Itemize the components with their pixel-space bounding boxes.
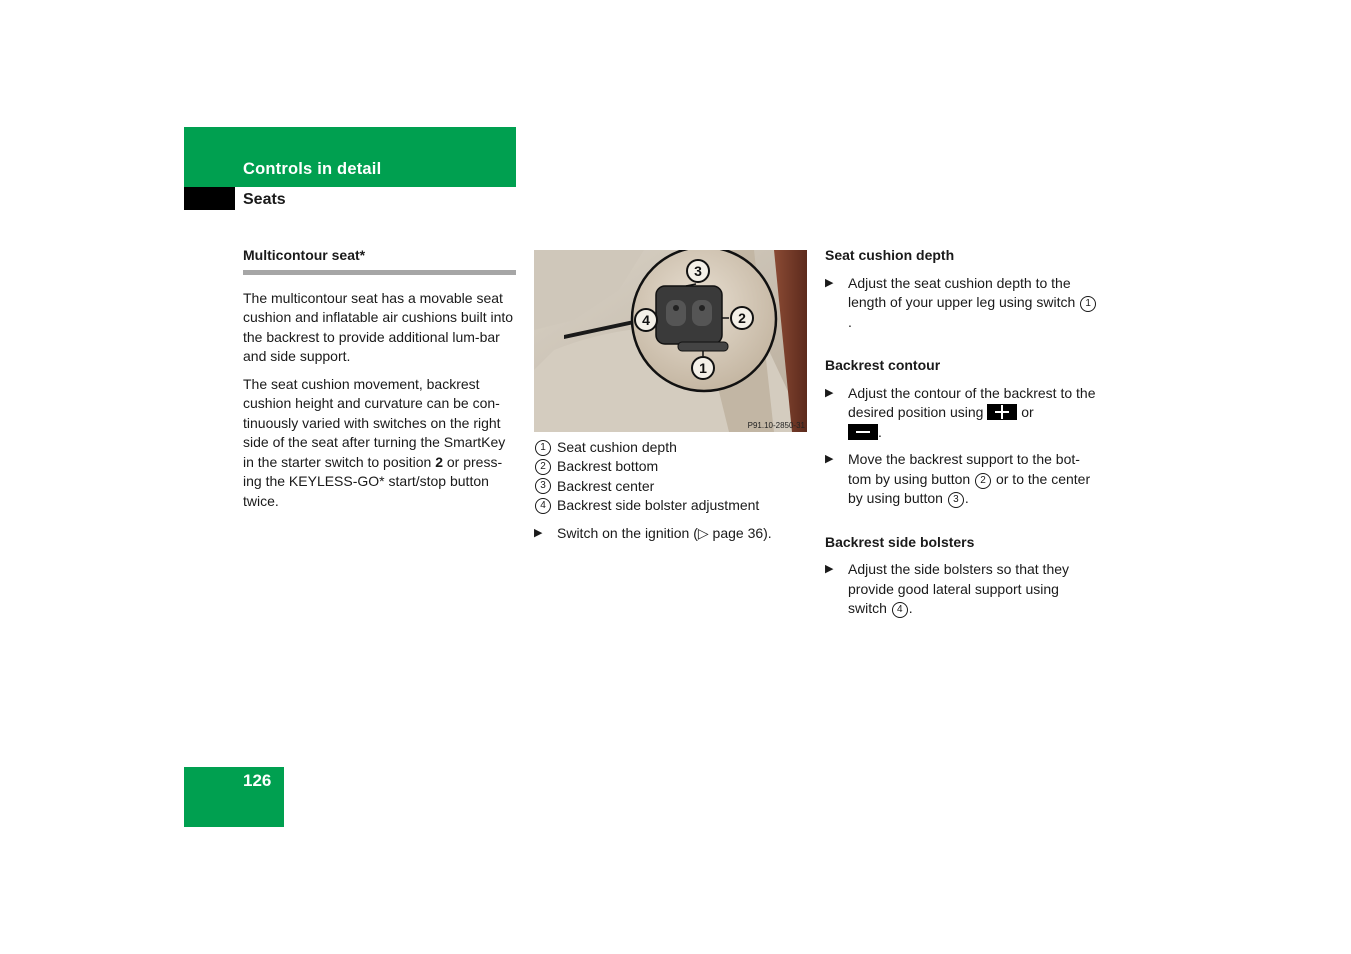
switch-number: 1 bbox=[1080, 296, 1096, 312]
callout-2-label: 2 bbox=[738, 310, 746, 326]
legend-number: 4 bbox=[535, 498, 551, 514]
legend-item bbox=[534, 438, 807, 457]
button-number: 2 bbox=[975, 473, 991, 489]
plus-button-icon bbox=[987, 404, 1017, 420]
callout-1 bbox=[692, 357, 714, 379]
adjustment-paragraph: The seat cushion movement, backrest cushion height and curvature can be con-tinuously varied with switches on the right side of the seat after turning the SmartKey in the starter switch to position 2 or press-ing the KEYLESS-GO* start/stop button twice. bbox=[243, 375, 506, 509]
side-bolsters-instruction: ▶ Adjust the side bolsters so that they provide good lateral support using switch 4 . bbox=[825, 561, 1070, 616]
figure-legend bbox=[534, 438, 807, 516]
bullet-arrow-icon: ▶ bbox=[825, 453, 834, 465]
callout-3-label: 3 bbox=[694, 263, 702, 279]
side-bolsters-heading: Backrest side bolsters bbox=[825, 533, 975, 550]
bullet-arrow-icon: ▶ bbox=[825, 386, 834, 399]
minus-button-icon bbox=[848, 424, 878, 440]
page-ref-arrow-icon: ▷ bbox=[697, 524, 709, 541]
right-column bbox=[825, 246, 1100, 627]
subsection-tab-marker bbox=[184, 187, 235, 210]
legend-label: Backrest bottom bbox=[557, 458, 659, 475]
page-number: 126 bbox=[243, 771, 272, 790]
button-number: 3 bbox=[948, 492, 964, 508]
ignition-instruction: ▶ Switch on the ignition (▷ page 36). bbox=[534, 524, 807, 544]
multicontour-heading: Multicontour seat* bbox=[243, 246, 516, 275]
backrest-contour-instruction: ▶ Adjust the contour of the backrest to the desired position using or . bbox=[825, 384, 1096, 440]
legend-item bbox=[534, 457, 807, 476]
bullet-arrow-icon: ▶ bbox=[825, 276, 834, 289]
legend-label: Backrest side bolster adjustment bbox=[557, 497, 760, 514]
callout-1-label: 1 bbox=[699, 360, 707, 376]
legend-number: 1 bbox=[535, 440, 551, 456]
backrest-support-instruction: ▶ Move the backrest support to the bot-tom by using button 2 or to the center by using button 3 . bbox=[825, 451, 1091, 506]
legend-item bbox=[534, 496, 807, 515]
bullet-arrow-icon: ▶ bbox=[534, 526, 543, 539]
section-title: Controls in detail bbox=[243, 160, 382, 178]
switch-number: 4 bbox=[892, 602, 908, 618]
legend-number: 3 bbox=[535, 478, 551, 494]
callout-4 bbox=[635, 309, 657, 331]
seat-switch-figure bbox=[534, 250, 807, 432]
legend-item bbox=[534, 477, 807, 496]
legend-label: Seat cushion depth bbox=[557, 438, 677, 455]
backrest-contour-heading: Backrest contour bbox=[825, 357, 941, 373]
legend-number: 2 bbox=[535, 459, 551, 475]
bullet-arrow-icon: ▶ bbox=[825, 563, 834, 575]
callout-2 bbox=[731, 307, 753, 329]
left-column bbox=[243, 246, 516, 519]
callout-3 bbox=[687, 260, 709, 282]
callout-4-label: 4 bbox=[642, 312, 650, 328]
figure-code: P91.10-2850-31 bbox=[747, 421, 805, 430]
seat-depth-heading: Seat cushion depth bbox=[825, 247, 955, 263]
seat-switch-illustration bbox=[534, 250, 807, 432]
middle-column bbox=[534, 250, 807, 551]
intro-paragraph: The multicontour seat has a movable seat cushion and inflatable air cushions built into the backrest to provide additional lum-bar and side support. bbox=[243, 289, 514, 364]
seat-depth-instruction: ▶ Adjust the seat cushion depth to the length of your upper leg using switch 1. bbox=[825, 274, 1100, 333]
subsection-title: Seats bbox=[243, 191, 286, 208]
legend-label: Backrest center bbox=[557, 477, 655, 494]
